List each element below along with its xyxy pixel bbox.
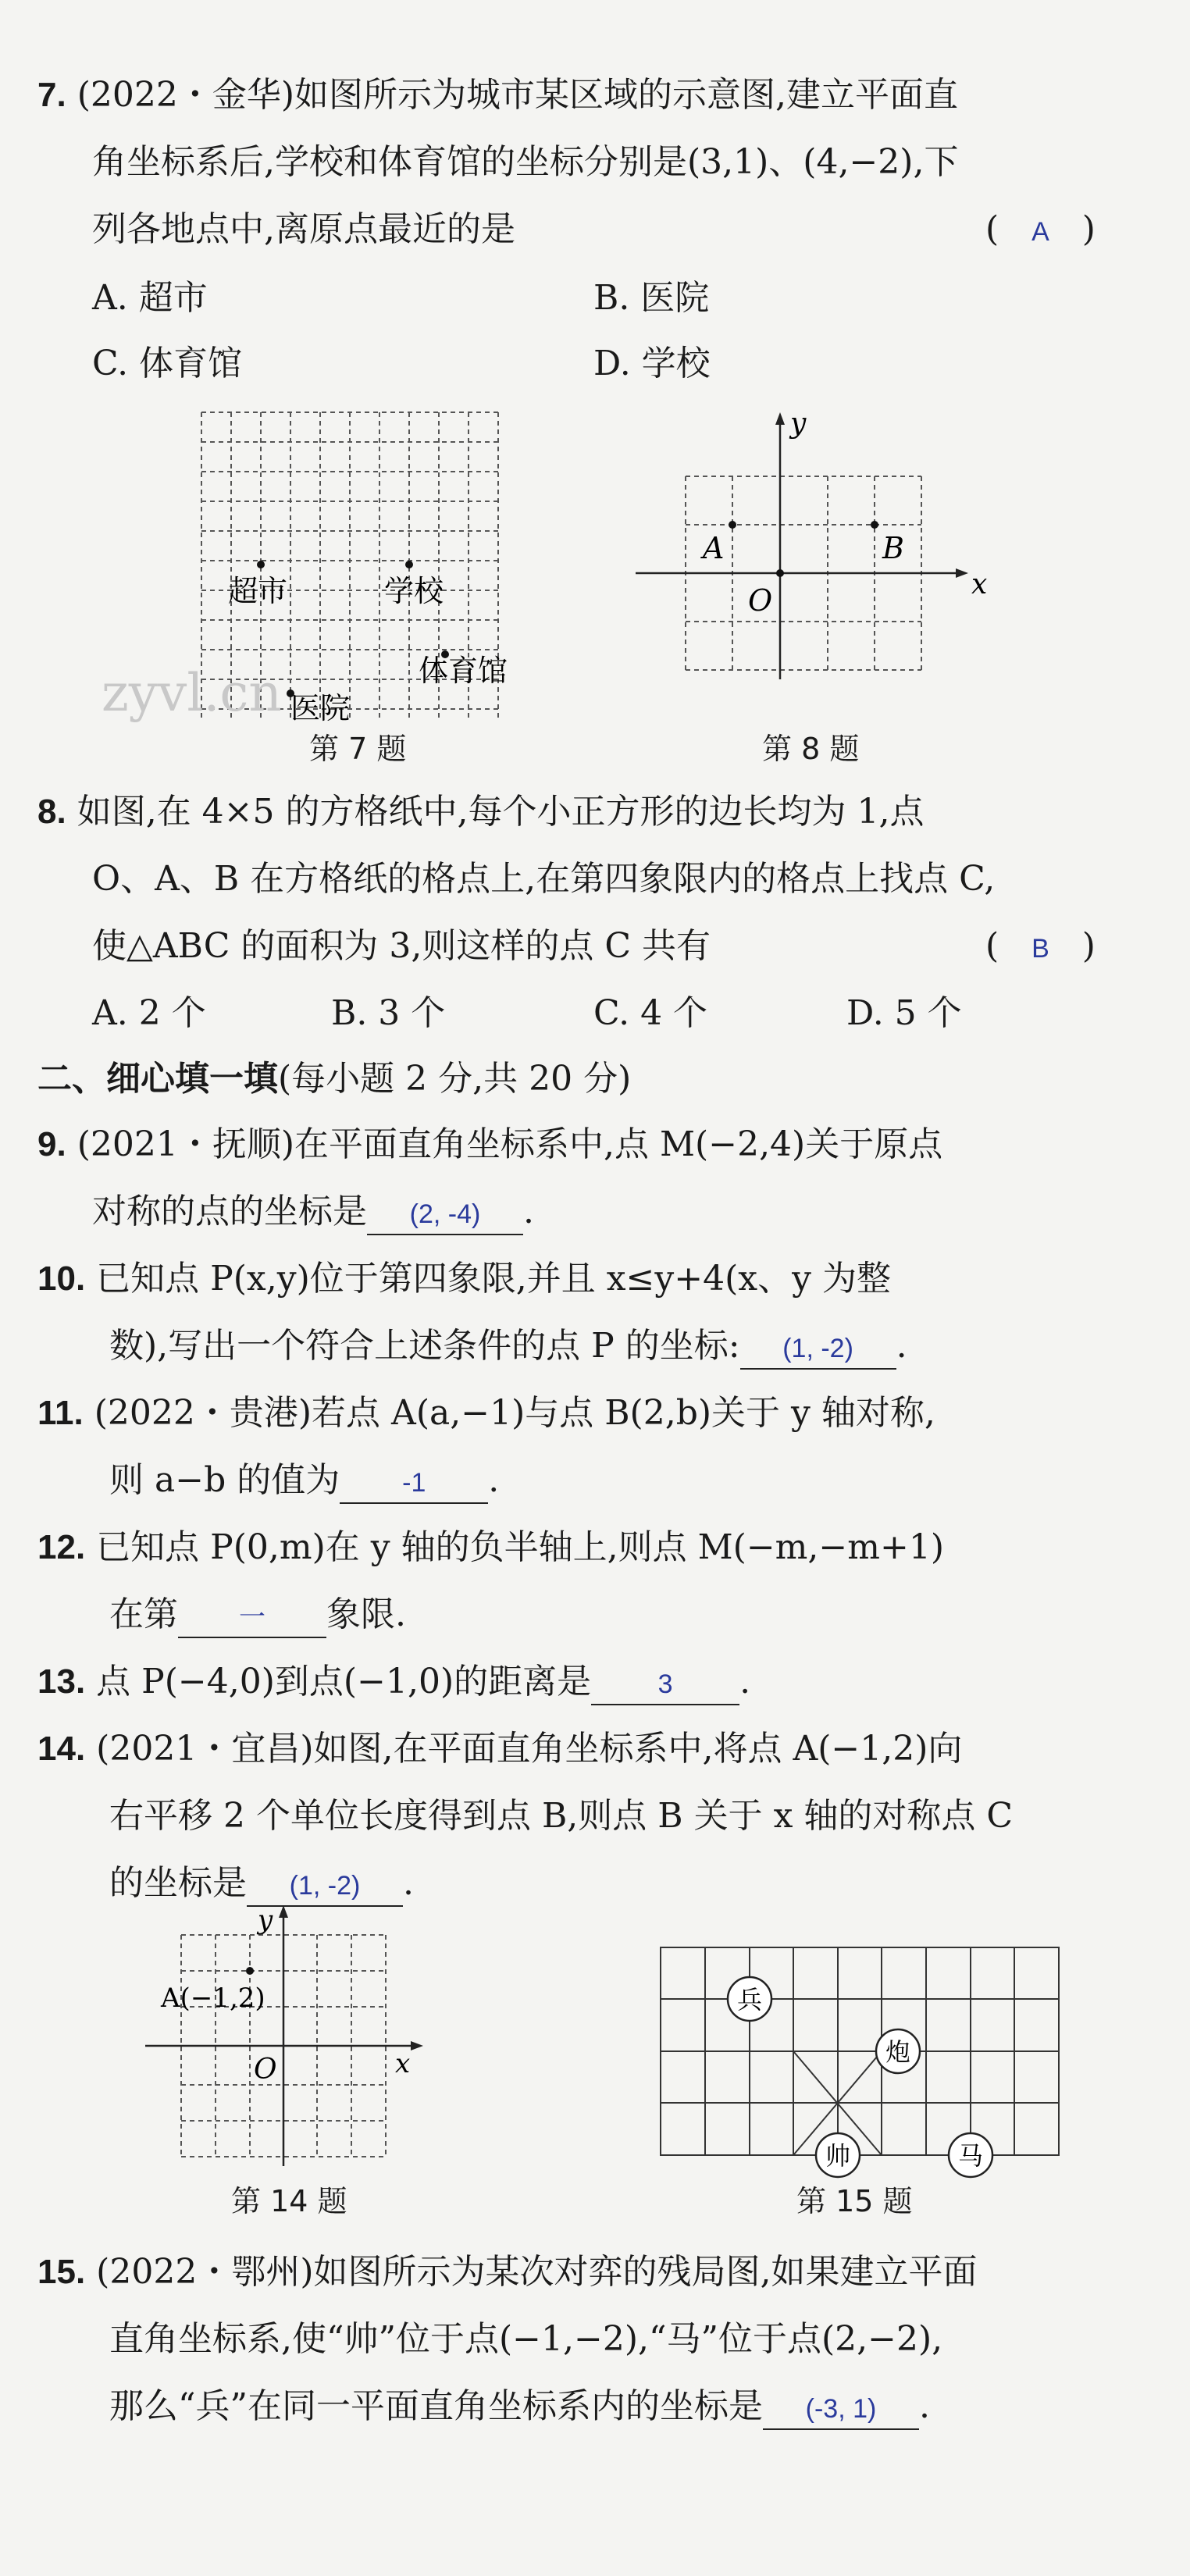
q7-option-b: B. 医院 bbox=[593, 278, 710, 318]
q7-option-c: C. 体育馆 bbox=[92, 344, 243, 383]
q7-line2: 角坐标系后,学校和体育馆的坐标分别是(3,1)、(4,−2),下 bbox=[92, 142, 959, 182]
fig15-piece-ma bbox=[949, 2133, 992, 2177]
q11-line2: 则 a−b 的值为 -1 . bbox=[109, 1457, 499, 1504]
fig8-caption: 第 8 题 bbox=[762, 732, 860, 766]
q14-blank: (1, -2) bbox=[247, 1864, 403, 1907]
fig14-label-y: y bbox=[258, 1904, 273, 1936]
q8-line3: 使△ABC 的面积为 3,则这样的点 C 共有 bbox=[92, 926, 711, 966]
fig8-y-arrow bbox=[775, 412, 785, 425]
q8-answer-paren: ( B ) bbox=[985, 926, 1096, 966]
q7-answer-paren: ( A ) bbox=[985, 209, 1096, 249]
fig7-label-school: 学校 bbox=[384, 574, 444, 608]
fig7-point-supermarket bbox=[257, 561, 265, 568]
fig15-piece-bing bbox=[728, 1977, 771, 2021]
q14-line1: 14. (2021・宜昌)如图,在平面直角坐标系中,将点 A(−1,2)向 bbox=[37, 1729, 963, 1769]
q7-line1: 7. (2022・金华)如图所示为城市某区域的示意图,建立平面直 bbox=[37, 75, 958, 115]
q7-answer: A bbox=[1031, 217, 1049, 247]
fig7-label-gym: 体育馆 bbox=[419, 654, 508, 688]
fig14-axes bbox=[145, 1908, 420, 2166]
fig15-board bbox=[661, 1947, 1059, 2155]
q11-blank: -1 bbox=[340, 1461, 488, 1504]
fig15-piece-pao bbox=[876, 2029, 920, 2073]
q15-line3: 那么“兵”在同一平面直角坐标系内的坐标是 (-3, 1) . bbox=[109, 2383, 930, 2430]
q8-answer: B bbox=[1031, 934, 1049, 964]
section2-note: (每小题 2 分,共 20 分) bbox=[278, 1059, 632, 1099]
q10-line1: 10. 已知点 P(x,y)位于第四象限,并且 x≤y+4(x、y 为整 bbox=[37, 1259, 891, 1299]
fig8-point-a bbox=[729, 521, 736, 529]
q15-line2: 直角坐标系,使“帅”位于点(−1,−2),“马”位于点(2,−2), bbox=[109, 2319, 943, 2359]
fig14-label-a: A(−1,2) bbox=[161, 1983, 265, 2014]
q7-line3: 列各地点中,离原点最近的是 bbox=[92, 209, 515, 249]
fig8-label-o: O bbox=[748, 583, 773, 618]
section2-header bbox=[37, 1056, 631, 1103]
figure-14 bbox=[133, 1905, 445, 2171]
q9-blank: (2, -4) bbox=[367, 1192, 523, 1235]
q12-blank: 一 bbox=[178, 1595, 326, 1638]
q14-line2: 右平移 2 个单位长度得到点 B,则点 B 关于 x 轴的对称点 C bbox=[109, 1796, 1014, 1836]
section2-title: 二、细心填一填 bbox=[37, 1059, 278, 1099]
figure-8 bbox=[625, 406, 999, 687]
fig14-point-a bbox=[246, 1967, 254, 1975]
fig8-label-b: B bbox=[882, 531, 904, 565]
fig7-label-supermarket: 超市 bbox=[228, 574, 288, 608]
fig8-point-o bbox=[776, 569, 784, 577]
q7-option-a: A. 超市 bbox=[92, 278, 208, 318]
fig8-x-arrow bbox=[956, 568, 968, 578]
svg-text:帅: 帅 bbox=[825, 2141, 851, 2171]
q15-blank: (-3, 1) bbox=[763, 2387, 919, 2430]
q9-line1: 9. (2021・抚顺)在平面直角坐标系中,点 M(−2,4)关于原点 bbox=[37, 1124, 943, 1164]
fig8-label-a: A bbox=[703, 531, 725, 565]
fig14-y-arrow bbox=[279, 1905, 288, 1918]
q12-line1: 12. 已知点 P(0,m)在 y 轴的负半轴上,则点 M(−m,−m+1) bbox=[37, 1527, 945, 1567]
q15-line1: 15. (2022・鄂州)如图所示为某次对弈的残局图,如果建立平面 bbox=[37, 2252, 978, 2292]
q8-option-c: C. 4 个 bbox=[593, 993, 708, 1033]
fig8-label-y: y bbox=[790, 408, 807, 440]
fig14-x-arrow bbox=[411, 2041, 423, 2050]
svg-text:炮: 炮 bbox=[885, 2037, 911, 2067]
fig8-label-x: x bbox=[971, 568, 988, 600]
fig7-caption: 第 7 题 bbox=[309, 732, 407, 766]
q13-line1: 13. 点 P(−4,0)到点(−1,0)的距离是 3 . bbox=[37, 1659, 750, 1705]
fig14-caption: 第 14 题 bbox=[231, 2184, 347, 2218]
fig7-watermark: zyvl.cn bbox=[102, 663, 282, 723]
fig8-point-b bbox=[871, 521, 878, 529]
q8-option-b: B. 3 个 bbox=[331, 993, 446, 1033]
q9-line2: 对称的点的坐标是 (2, -4) . bbox=[92, 1188, 534, 1235]
fig14-label-o: O bbox=[254, 2054, 277, 2086]
q8-option-a: A. 2 个 bbox=[92, 993, 206, 1033]
fig14-label-x: x bbox=[395, 2048, 411, 2079]
fig7-label-hospital: 医院 bbox=[290, 691, 351, 725]
q12-line2: 在第 一 象限. bbox=[109, 1591, 406, 1638]
figure-7 bbox=[102, 406, 531, 734]
fig15-piece-shuai bbox=[816, 2133, 860, 2177]
q13-blank: 3 bbox=[591, 1662, 739, 1705]
q11-line1: 11. (2022・贵港)若点 A(a,−1)与点 B(2,b)关于 y 轴对称, bbox=[37, 1393, 935, 1433]
q8-line1: 8. 如图,在 4×5 的方格纸中,每个小正方形的边长均为 1,点 bbox=[37, 792, 925, 832]
fig15-caption: 第 15 题 bbox=[796, 2184, 913, 2218]
figure-15 bbox=[648, 1936, 1062, 2171]
q14-line3: 的坐标是 (1, -2) . bbox=[109, 1860, 414, 1907]
q8-option-d: D. 5 个 bbox=[846, 993, 962, 1033]
fig7-point-school bbox=[405, 561, 413, 568]
q10-line2: 数),写出一个符合上述条件的点 P 的坐标: (1, -2) . bbox=[109, 1323, 907, 1370]
q10-blank: (1, -2) bbox=[740, 1327, 896, 1370]
svg-text:兵: 兵 bbox=[736, 1985, 763, 2015]
q7-option-d: D. 学校 bbox=[593, 344, 711, 383]
q8-line2: O、A、B 在方格纸的格点上,在第四象限内的格点上找点 C, bbox=[92, 859, 996, 899]
svg-text:马: 马 bbox=[957, 2141, 984, 2171]
